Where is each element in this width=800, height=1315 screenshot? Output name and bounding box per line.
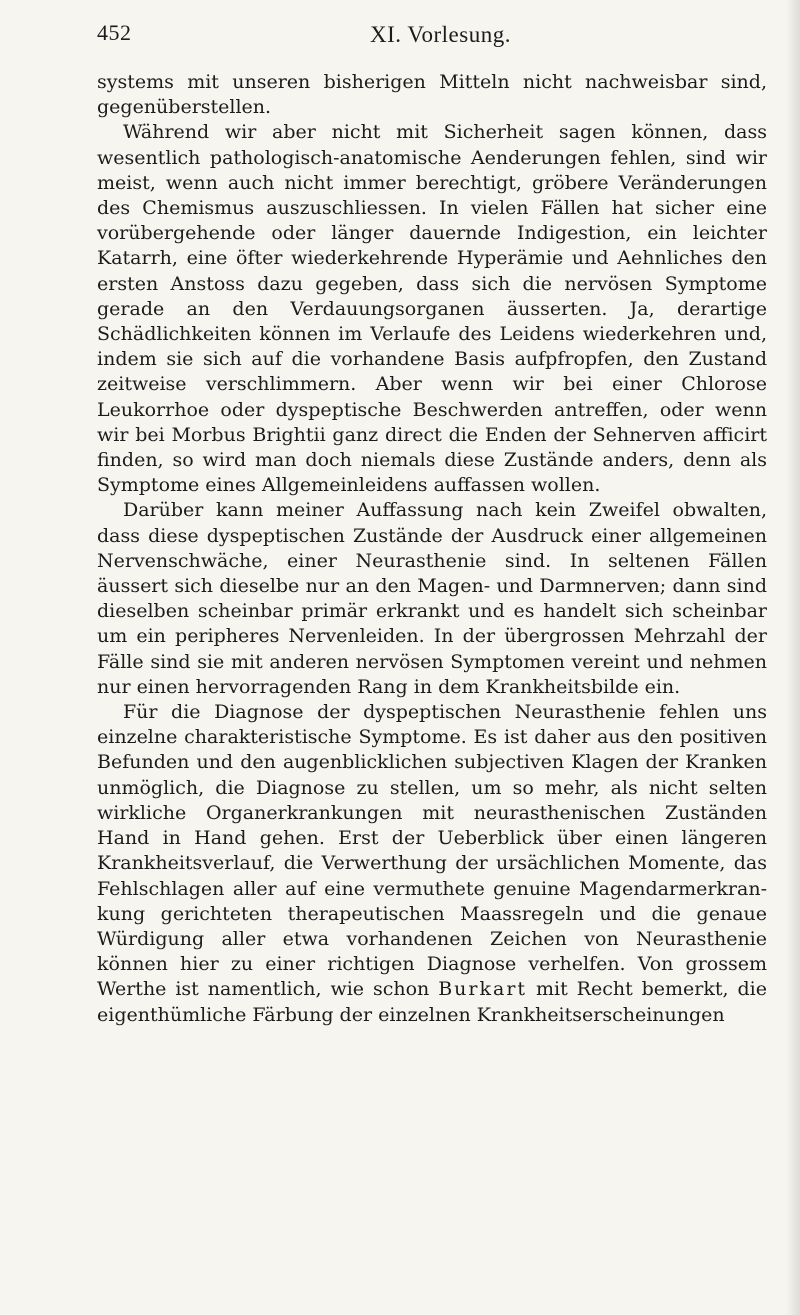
- running-head: XI. Vorlesung.: [370, 22, 511, 47]
- paragraph: Darüber kann meiner Auffassung nach kein Zweifel obwalten, dass diese dyspeptischen Zustände der Ausdruck einer allgemeinen Nervenschwäche, einer Neurasthenie sind. In seltenen Fällen äussert sich dieselbe nur an den Magen- und Darmnerven; dann sind dieselben scheinbar primär erkrankt und es handelt sich scheinbar um ein peripheres Nervenleiden. In der übergrossen Mehrzahl der Fälle sind sie mit anderen nervösen Symptomen vereint und nehmen nur einen hervorragenden Rang in dem Krankheitsbilde ein.: [97, 499, 767, 698]
- paragraph: [97, 700, 767, 1028]
- paragraph-text: Für die Diagnose der dyspeptischen Neurasthenie fehlen uns einzelne charakteristische Symptome. Es ist daher aus den positiven Befunden und den augenblicklichen subjectiven Klagen der Kranken unmöglich, die Diagnose zu stellen, um so mehr, als nicht selten wirkliche Organerkrankungen mit neurasthenischen Zuständen Hand in Hand gehen. Erst der Ueberblick über einen längeren Krankheitsverlauf, die Verwerthung der ursächlichen Momente, das Fehlschlagen aller auf eine vermuthete genuine Magendarmerkrankung gerichteten therapeutischen Maassregeln und die genaue Würdigung aller etwa vorhandenen Zeichen von Neurasthenie können hier zu einer richtigen Diagnose verhelfen. Von grossem Werthe ist namentlich, wie schon: [97, 701, 767, 1001]
- author-name: Burkart: [438, 978, 528, 1001]
- paragraph-text: mit Recht bemerkt, die eigenthümliche Färbung der einzelnen Krankheitserscheinungen: [97, 978, 767, 1026]
- body-text: [97, 70, 767, 1028]
- page-number: 452: [97, 20, 132, 45]
- paragraph-continuation: systems mit unseren bisherigen Mitteln nicht nachweisbar sind, gegenüberstellen.: [97, 71, 767, 119]
- page-edge-shadow: [786, 0, 800, 1315]
- paragraph: Während wir aber nicht mit Sicherheit sagen können, dass wesentlich pathologisch-anatomische Aenderungen fehlen, sind wir meist, wenn auch nicht immer berechtigt, gröbere Veränderungen des Chemismus auszuschliessen. In vielen Fällen hat sicher eine vorübergehende oder länger dauernde Indigestion, ein leichter Katarrh, eine öfter wiederkehrende Hyperämie und Aehnliches den ersten Anstoss dazu gegeben, dass sich die nervösen Symptome gerade an den Verdauungsorganen äusserten. Ja, derartige Schädlichkeiten können im Verlaufe des Leidens wiederkehren und, indem sie sich auf die vorhandene Basis aufpfropfen, den Zustand zeitweise verschlimmern. Aber wenn wir bei einer Chlorose Leukorrhoe oder dyspeptische Beschwerden antreffen, oder wenn wir bei Morbus Brightii ganz direct die Enden der Sehnerven afficirt finden, so wird man doch niemals diese Zustände anders, denn als Symptome eines Allgemeinleidens auffassen wollen.: [97, 121, 767, 497]
